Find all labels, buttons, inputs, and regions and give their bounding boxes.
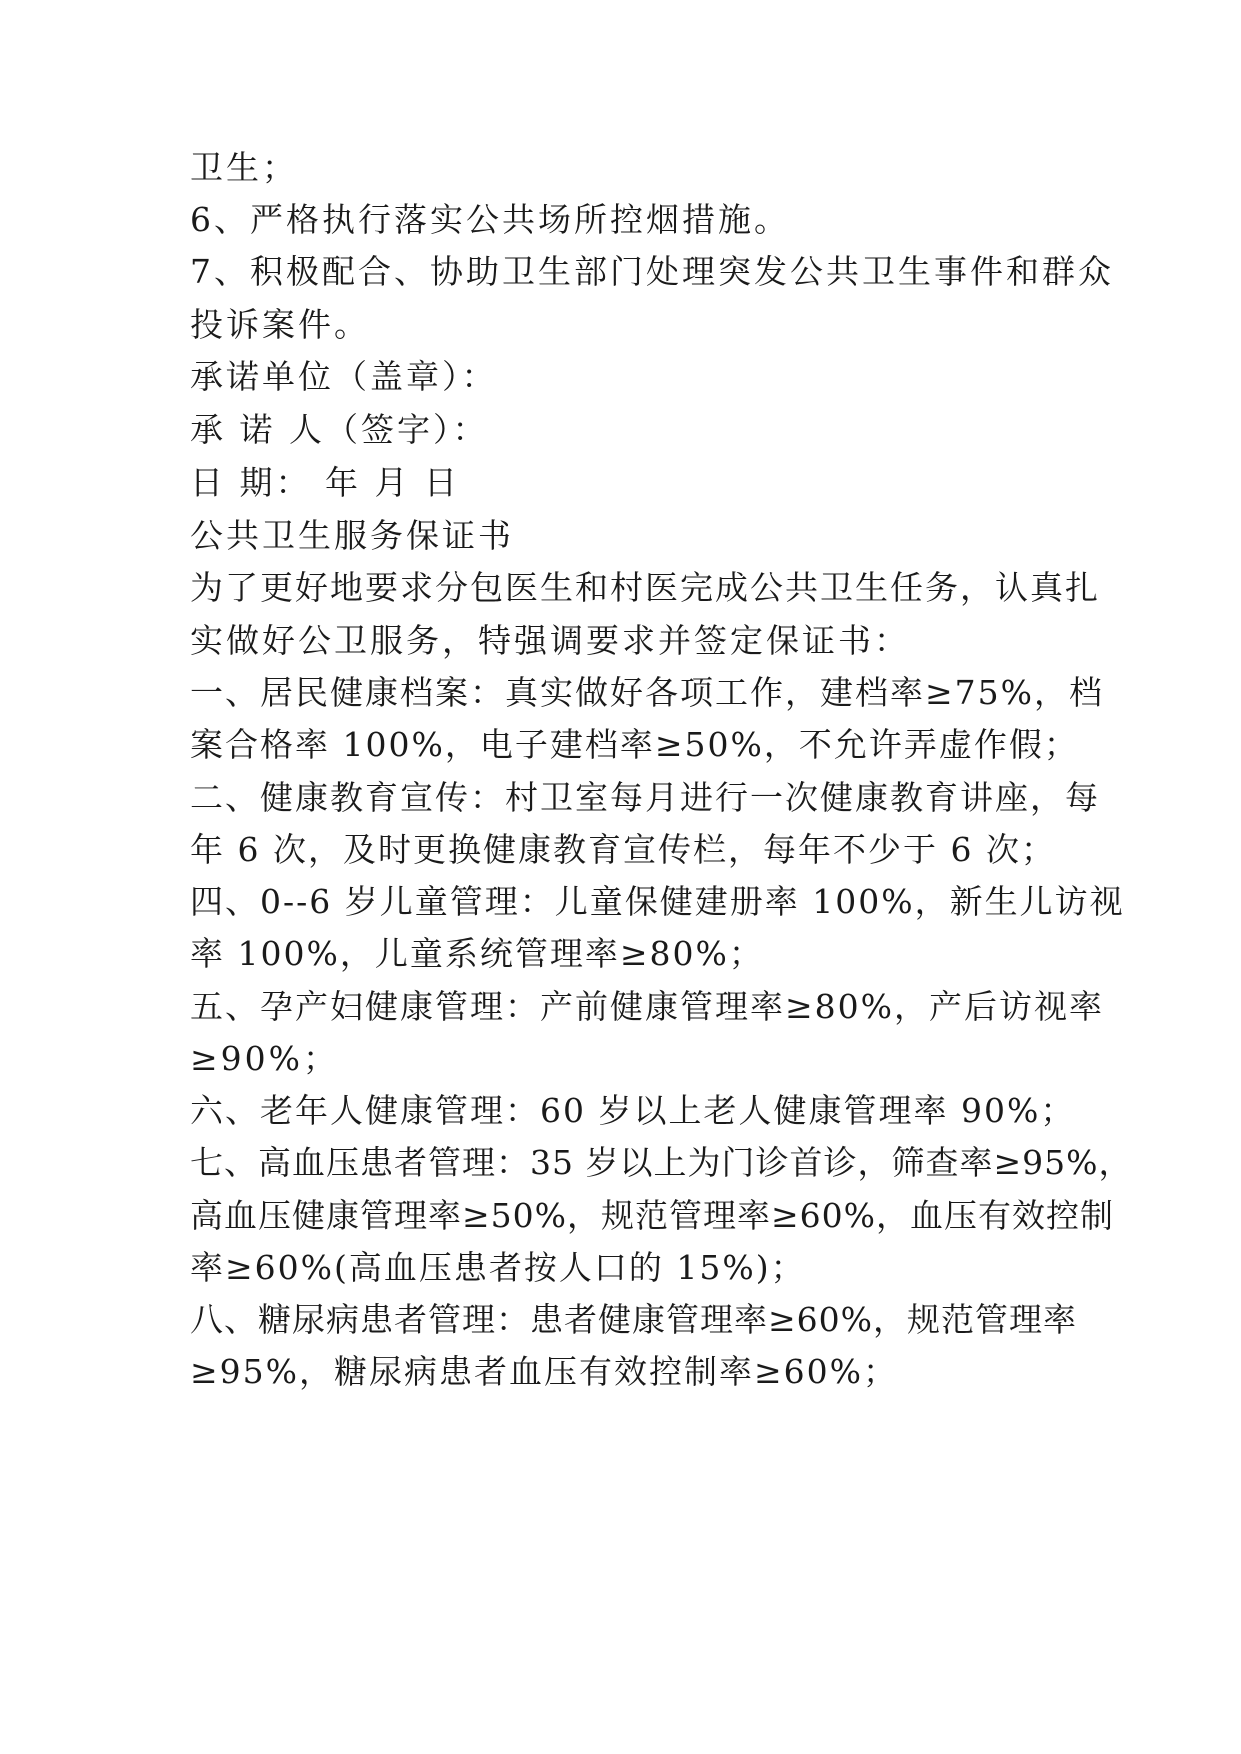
text-line-19: 六、老年人健康管理：60 岁以上老人健康管理率 90%；: [190, 1091, 1076, 1130]
text-line-5: 承诺单位（盖章）：: [190, 357, 498, 396]
text-line-16: 率 100%，儿童系统管理率≥80%；: [190, 934, 764, 973]
text-line-10: 实做好公卫服务，特强调要求并签定保证书：: [190, 621, 910, 660]
text-line-17: 五、孕产妇健康管理：产前健康管理率≥80%，产后访视率: [190, 987, 1104, 1026]
text-line-6: 承 诺 人（签字）：: [190, 410, 489, 449]
text-line-24: ≥95%，糖尿病患者血压有效控制率≥60%；: [190, 1352, 898, 1391]
text-line-22: 率≥60%(高血压患者按人口的 15%)；: [190, 1248, 806, 1287]
section-title: 公共卫生服务保证书: [190, 516, 514, 555]
text-line-18: ≥90%；: [190, 1039, 339, 1078]
text-line-21: 高血压健康管理率≥50%，规范管理率≥60%，血压有效控制: [190, 1196, 1114, 1235]
text-line-4: 投诉案件。: [190, 305, 370, 344]
text-line-9: 为了更好地要求分包医生和村医完成公共卫生任务，认真扎: [190, 568, 1100, 607]
text-line-15: 四、0--6 岁儿童管理：儿童保健建册率 100%，新生儿访视: [190, 882, 1125, 921]
text-line-12: 案合格率 100%，电子建档率≥50%，不允许弄虚作假；: [190, 725, 1079, 764]
text-line-1: 卫生；: [190, 148, 298, 187]
text-line-11: 一、居民健康档案：真实做好各项工作，建档率≥75%，档: [190, 673, 1104, 712]
text-line-23: 八、糖尿病患者管理：患者健康管理率≥60%，规范管理率: [190, 1300, 1077, 1339]
text-line-14: 年 6 次，及时更换健康教育宣传栏，每年不少于 6 次；: [190, 830, 1056, 869]
text-line-3: 7、积极配合、协助卫生部门处理突发公共卫生事件和群众: [190, 252, 1114, 291]
text-line-13: 二、健康教育宣传：村卫室每月进行一次健康教育讲座，每: [190, 778, 1100, 817]
date-line: 日 期： 年 月 日: [190, 463, 460, 502]
text-line-2: 6、严格执行落实公共场所控烟措施。: [190, 200, 790, 239]
text-line-20: 七、高血压患者管理：35 岁以上为门诊首诊，筛查率≥95%，: [190, 1143, 1133, 1182]
